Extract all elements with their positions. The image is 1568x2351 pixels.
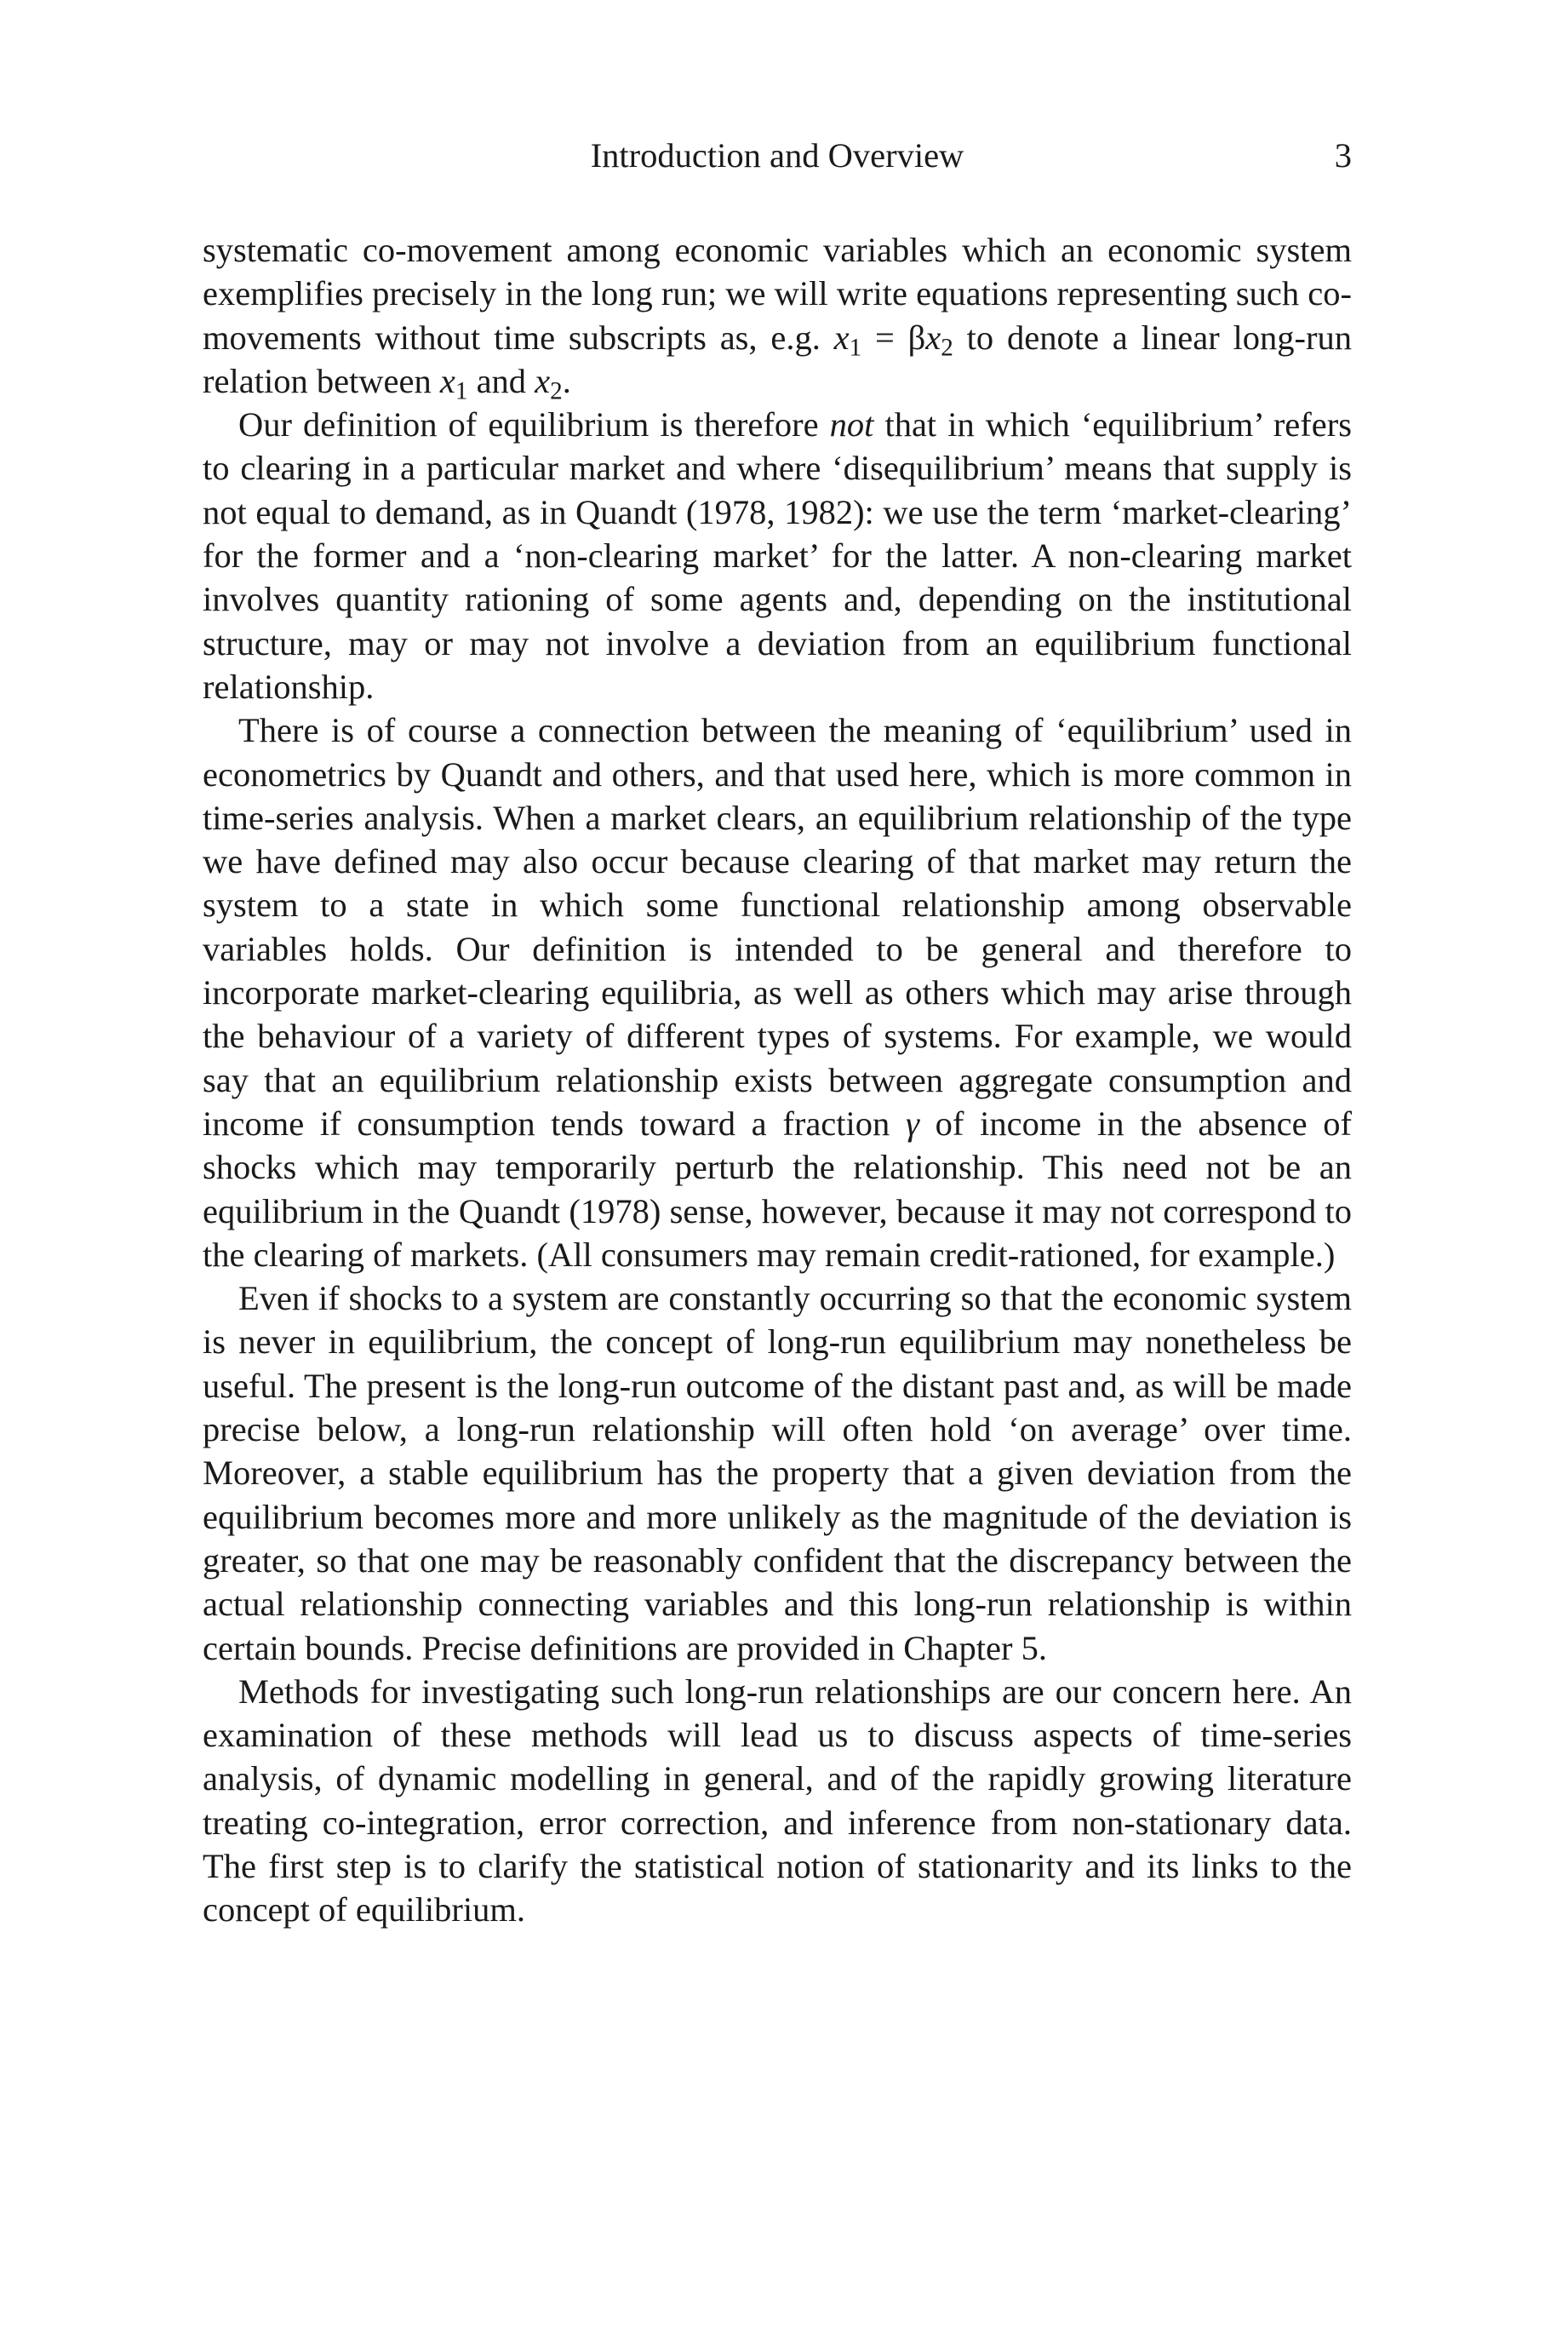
paragraph-text: to denote a linear long-run relation between <box>203 318 1353 400</box>
variable-x2: $x_2$ <box>535 361 563 405</box>
gamma-symbol: γ <box>905 1104 919 1143</box>
running-title: Introduction and Overview <box>590 136 964 175</box>
paragraph-shocks: Even if shocks to a system are constantly occurring so that the economic system is never in equilibrium, the concept of long-run equilibrium may nonetheless be useful. The present is the long-run outcome of the distant past and, as will be made precise below, a long-run relationship will often hold ‘on average’ over time. Moreover, a stable equilibrium has the property that a given deviation from the equilibrium becomes more and more unlikely as the magnitude of the deviation is greater, so that one may be reasonably confident that the discrepancy between the actual relationship connecting variables and this long-run relationship is within certain bounds. Precise definitions are provided in Chapter 5. <box>203 1279 1352 1667</box>
paragraph-connection: There is of course a connection between the meaning of ‘equilibrium’ used in econometrics by Quandt and others, and that used here, which is more common in time-series analysis. When a market clears, an equilibrium relationship of the type we have defined may also occur because clearing of that market may return the system to a state in which some functional relationship among observable variables holds. Our definition is intended to be general and therefore to incorporate market-clearing equilibria, as well as others which may arise through the behaviour of a variety of different types of systems. For example, we would say that an equilibrium relationship exists between aggregate consumption and income if consumption tends toward a fraction γ of income in the absence of shocks which may temporarily perturb the relationship. This need not be an equilibrium in the Quandt (1978) sense, however, because it may not correspond to the clearing of markets. (All consumers may remain credit-rationed, for example.) <box>203 711 1353 1274</box>
paragraph-methods: Methods for investigating such long-run relationships are our concern here. An examination of these methods will lead us to discuss aspects of time-series analysis, of dynamic modelling in general, and of the rapidly growing literature treating co-integration, error correction, and inference from non-stationary data. The first step is to clarify the statistical notion of stationarity and its links to the concept of equilibrium. <box>203 1672 1352 1930</box>
emphasis-not: not <box>829 405 874 444</box>
paragraph-equilibrium-definition: Our definition of equilibrium is therefore not that in which ‘equilibrium’ refers to clearing in a particular market and where ‘disequilibrium’ means that supply is not equal to demand, as in Quandt (1978, 1982): we use the term ‘market-clearing’ for the former and a ‘non-clearing market’ for the latter. A non-clearing market involves quantity rationing of some agents and, depending on the institutional structure, may or may not involve a deviation from an equilibrium functional relationship. <box>203 405 1352 706</box>
variable-x1: $x_1$ <box>439 361 468 405</box>
running-head <box>203 135 1352 186</box>
body-text <box>203 228 1352 1932</box>
long-run-relation-formula: $x_1 = \beta x_2$ <box>833 318 953 361</box>
paragraph-continuation: systematic co-movement among economic variables which an economic system exemplifies precisely in the long run; we will write equations representing such co-movements without time subscripts as, e.g. $x_1 = \beta x_2$ to denote a linear long-run relation between $x_1$ and $x_2$. <box>203 231 1353 405</box>
paragraph-text: systematic co-movement among economic variables which an economic system exemplifies precisely in the long run; we will write equations representing such co-movements without time subscripts as, e.g. <box>203 231 1352 357</box>
page-number: 3 <box>1334 136 1352 175</box>
